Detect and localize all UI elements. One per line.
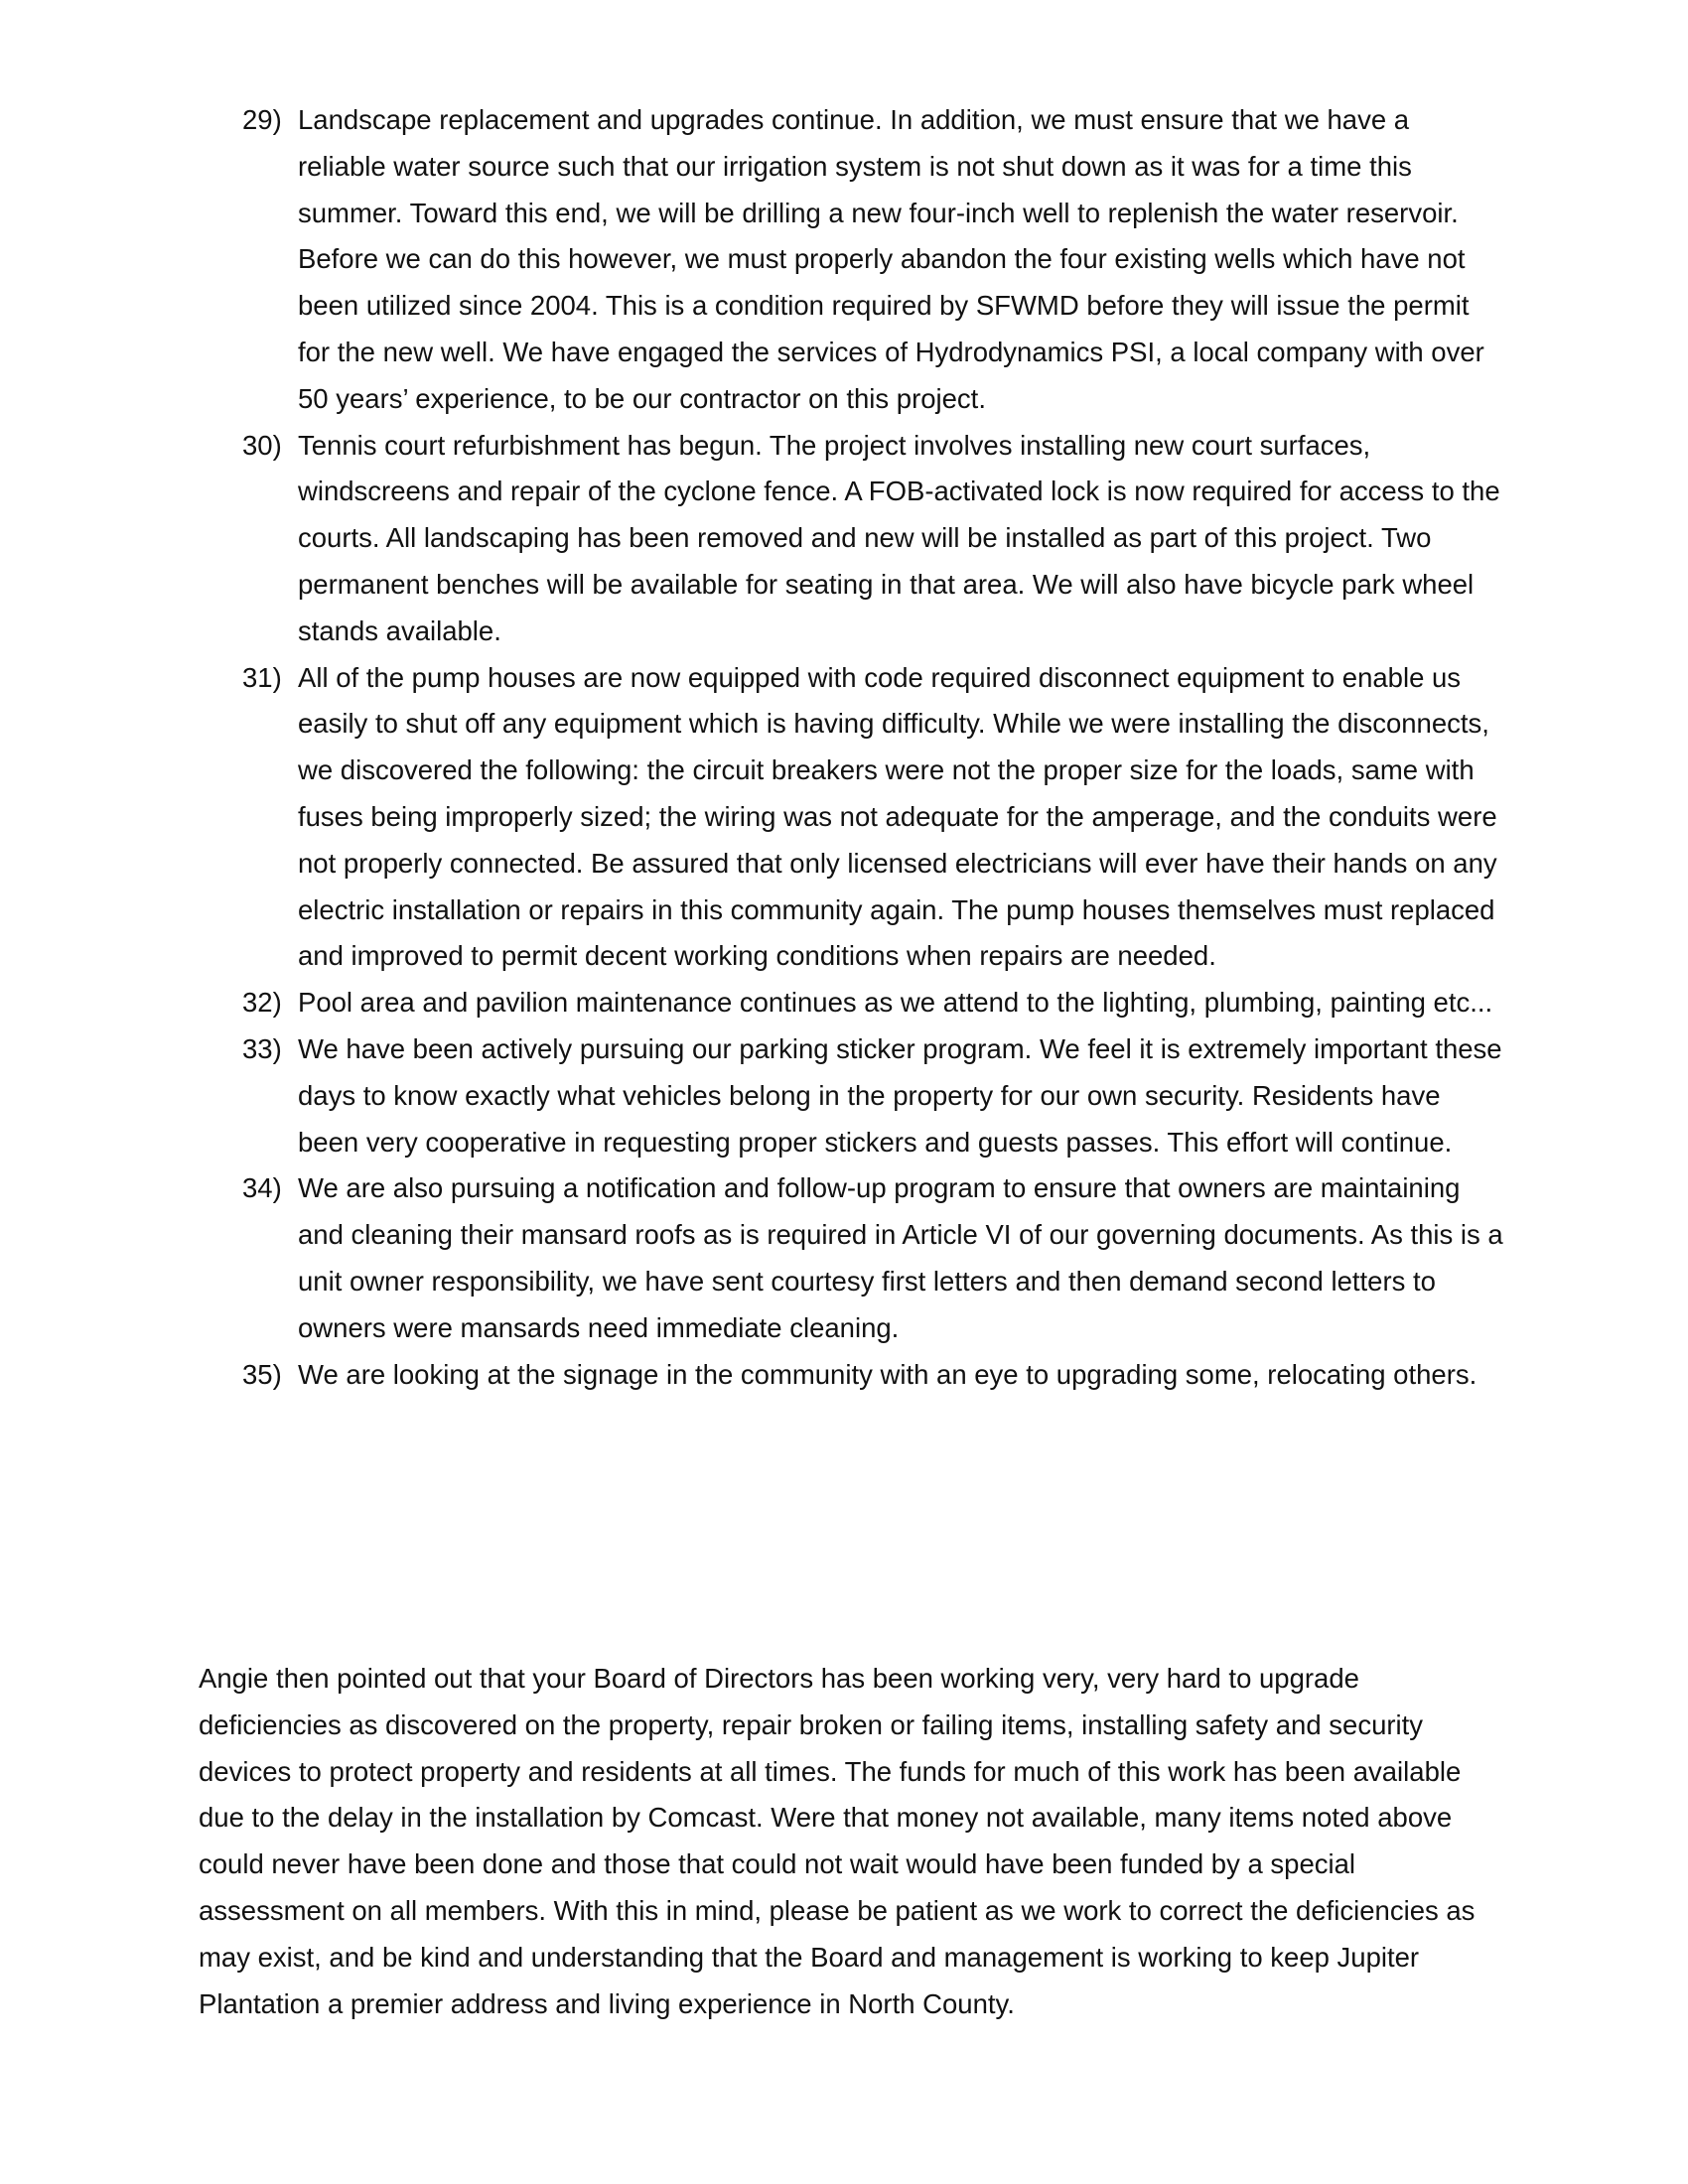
list-item-35: [242, 1352, 1503, 1399]
numbered-list: [242, 97, 1503, 1398]
item-number: 30): [242, 429, 282, 461]
list-item-33: [242, 1026, 1503, 1165]
item-number: 34): [242, 1172, 282, 1204]
item-text: We have been actively pursuing our parking sticker program. We feel it is extremely important these days to know exactly what vehicles belong in the property for our own security. Residents have been very cooperative in requesting proper stickers and guests passes. This effort will continue.: [298, 1032, 1502, 1158]
item-text: We are looking at the signage in the community with an eye to upgrading some, relocating others.: [298, 1358, 1477, 1390]
closing-paragraph: Angie then pointed out that your Board of Directors has been working very, very hard to upgrade deficiencies as discovered on the property, repair broken or failing items, installing safety and security devices to protect property and residents at all times. The funds for much of this work has been available due to the delay in the installation by Comcast. Were that money not available, many items noted above could never have been done and those that could not wait would have been funded by a special assessment on all members. With this in mind, please be patient as we work to correct the deficiencies as may exist, and be kind and understanding that the Board and management is working to keep Jupiter Plantation a premier address and living experience in North County.: [199, 1663, 1476, 2019]
list-item-34: [242, 1165, 1503, 1351]
item-text: Tennis court refurbishment has begun. The project involves installing new court surfaces, windscreens and repair of the cyclone fence. A FOB-activated lock is now required for access to the courts. All landscaping has been removed and new will be installed as part of this project. Two permanent benches will be available for seating in that area. We will also have bicycle park wheel stands available.: [298, 429, 1500, 646]
list-item-31: [242, 655, 1503, 981]
item-text: We are also pursuing a notification and follow-up program to ensure that owners are maintaining and cleaning their mansard roofs as is required in Article VI of our governing documents. As this is a unit owner responsibility, we have sent courtesy first letters and then demand second letters to owners were mansards need immediate cleaning.: [298, 1172, 1503, 1343]
item-number: 29): [242, 104, 282, 135]
list-item-30: [242, 423, 1503, 655]
item-text: Landscape replacement and upgrades continue. In addition, we must ensure that we have a reliable water source such that our irrigation system is not shut down as it was for a time this summer. Toward this end, we will be drilling a new four-inch well to replenish the water reservoir. Before we can do this however, we must properly abandon the four existing wells which have not been utilized since 2004. This is a condition required by SFWMD before they will issue the permit for the new well. We have engaged the services of Hydrodynamics PSI, a local company with over 50 years’ experience, to be our contractor on this project.: [298, 104, 1484, 414]
item-number: 33): [242, 1032, 282, 1064]
list-item-32: [242, 980, 1503, 1026]
item-number: 35): [242, 1358, 282, 1390]
item-text: All of the pump houses are now equipped with code required disconnect equipment to enable us easily to shut off any equipment which is having difficulty. While we were installing the disconnects, we discovered the following: the circuit breakers were not the proper size for the loads, same with fuses being improperly sized; the wiring was not adequate for the amperage, and the conduits were not properly connected. Be assured that only licensed electricians will ever have their hands on any electric installation or repairs in this community again. The pump houses themselves must replaced and improved to permit decent working conditions when repairs are needed.: [298, 661, 1497, 972]
item-text: Pool area and pavilion maintenance continues as we attend to the lighting, plumbing, painting etc...: [298, 987, 1493, 1019]
list-item-29: [242, 97, 1503, 423]
item-number: 32): [242, 987, 282, 1019]
item-number: 31): [242, 661, 282, 693]
